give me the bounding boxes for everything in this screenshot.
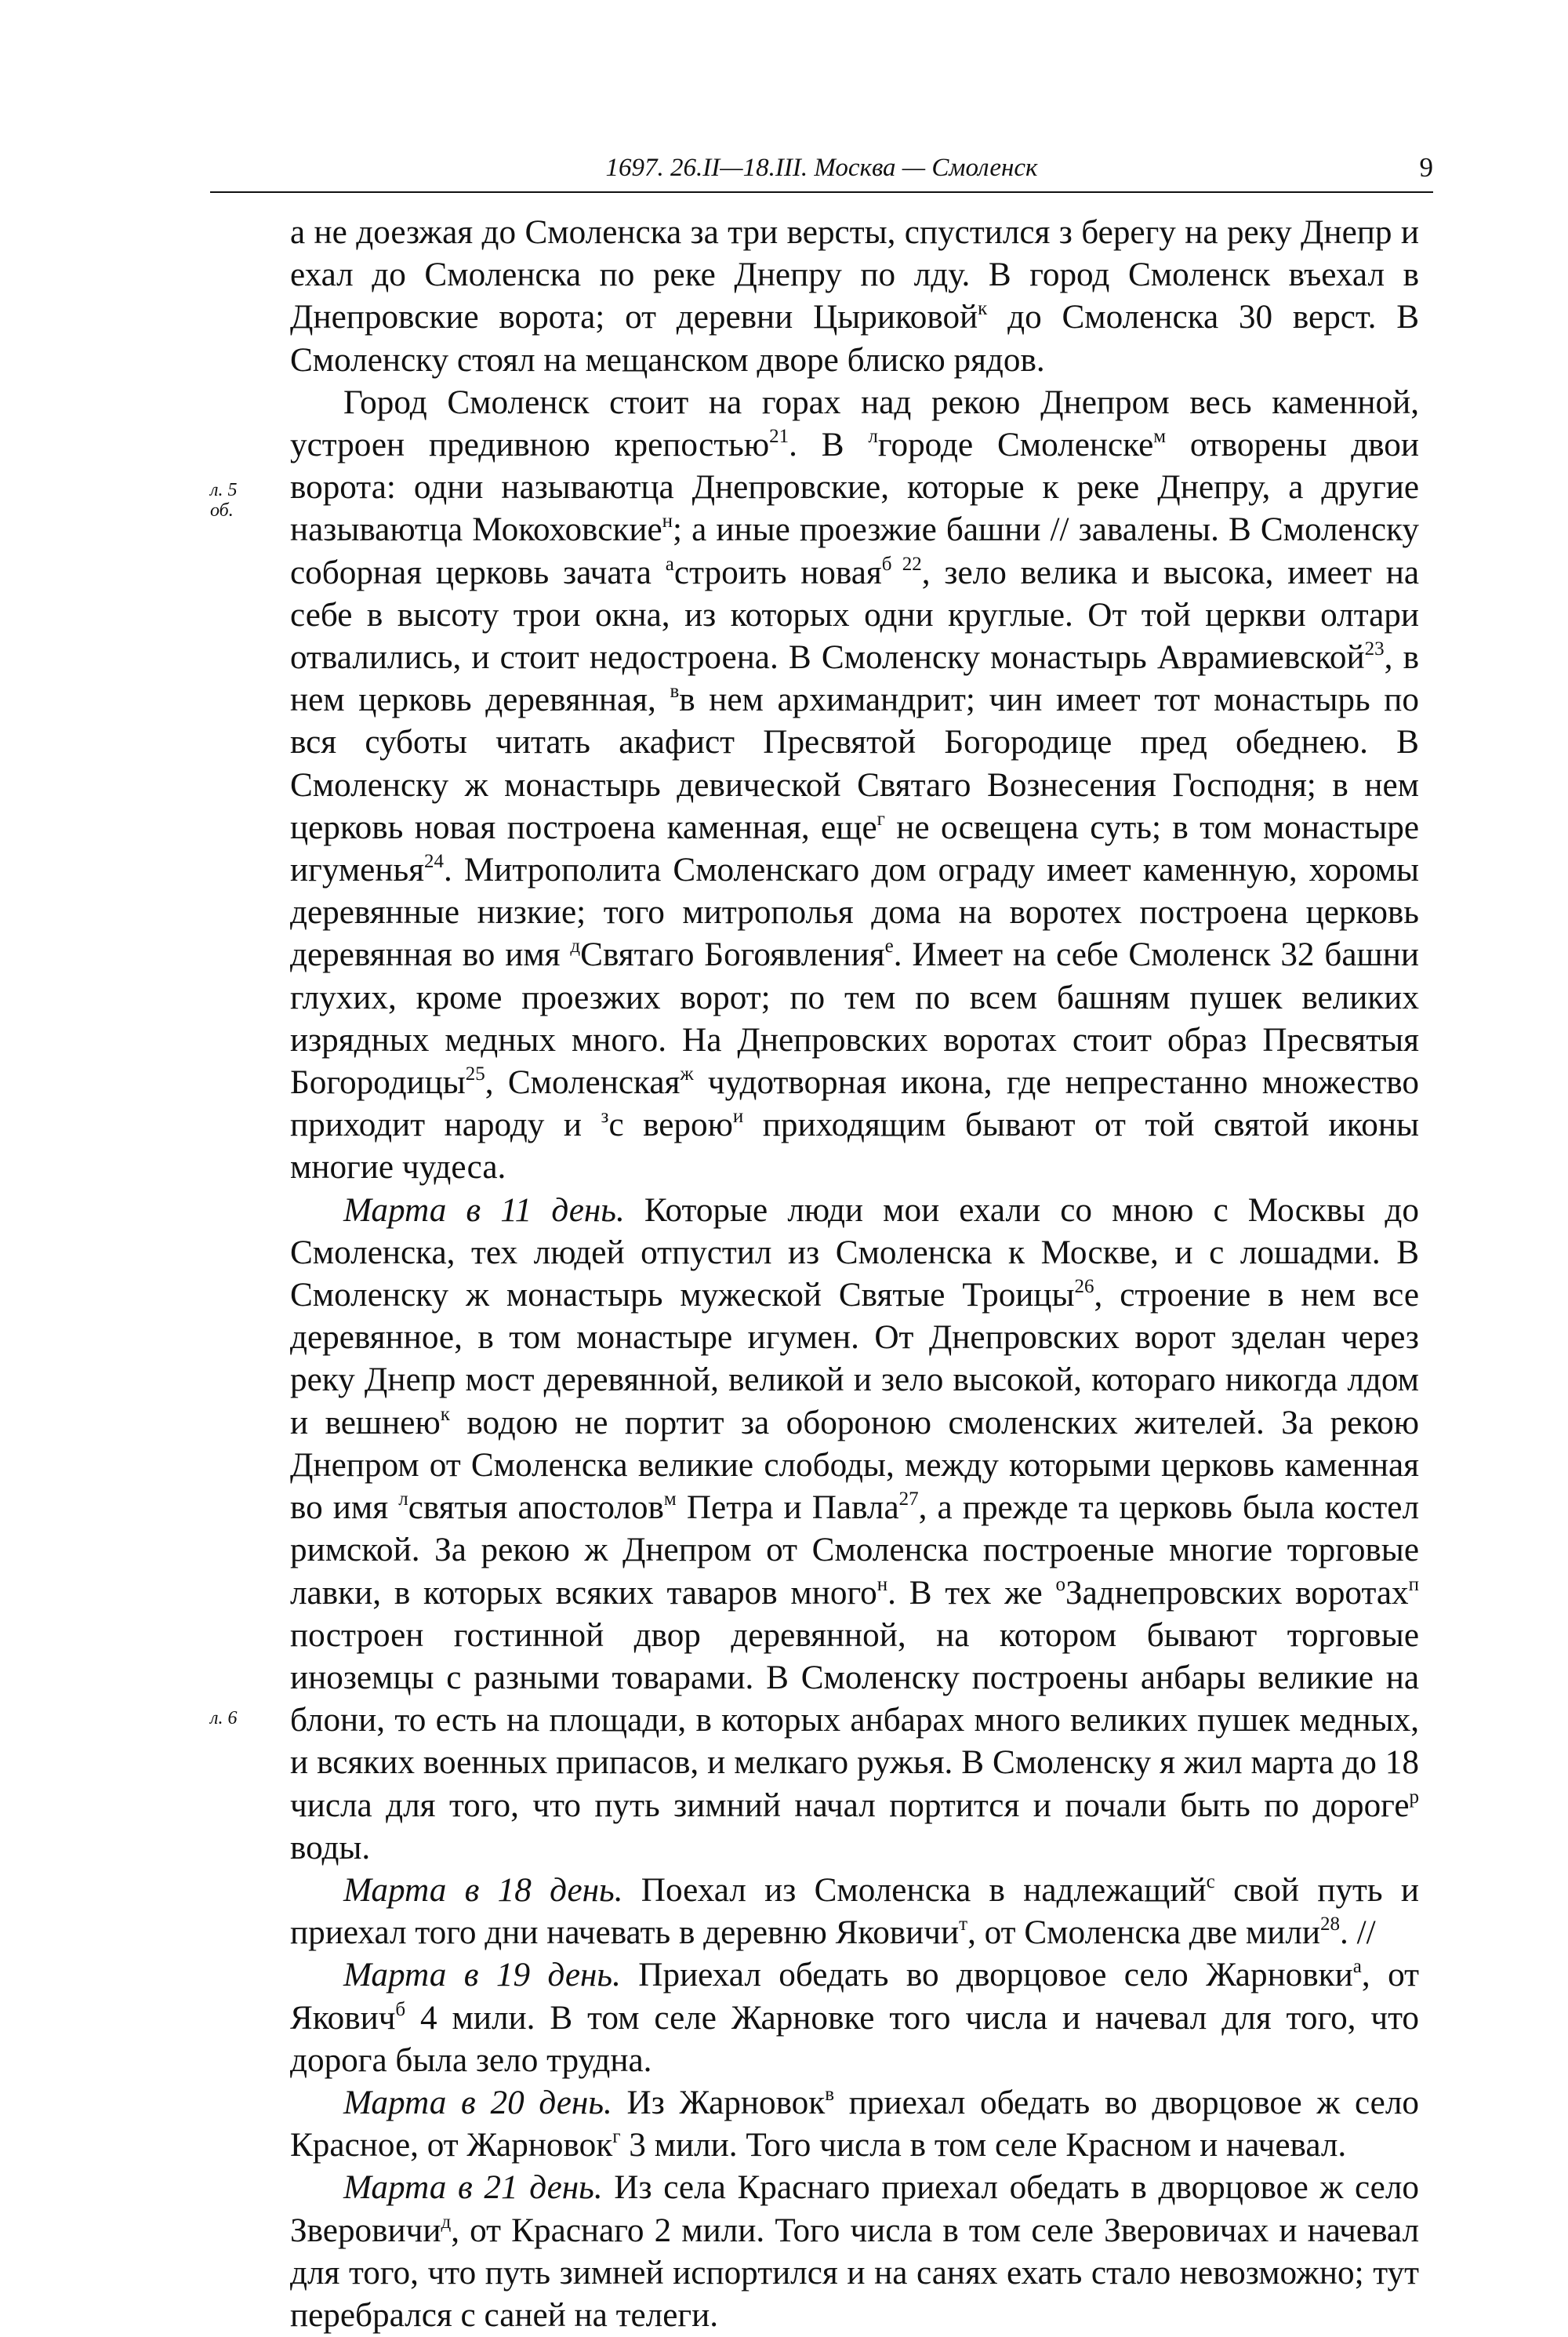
- text-run: чудотворная икона, где непрестанно множество приходит народу и: [290, 1064, 1419, 1144]
- text-run: . Митрополита Смоленскаго дом ограду имеет каменную, хоромы деревянные низкие; того митрополья дома на воротех построена церковь деревянная во имя: [290, 852, 1419, 974]
- footnote-mark: б 22: [881, 553, 922, 575]
- paragraph-1: [290, 212, 1419, 382]
- footnote-mark: м: [1153, 426, 1167, 448]
- page-number: 9: [1419, 152, 1433, 183]
- footnote-mark: и: [732, 1106, 744, 1128]
- entry-date: Марта в 21 день.: [343, 2169, 603, 2207]
- footnote-mark: 25: [465, 1063, 485, 1085]
- text-run: городе Смоленске: [877, 427, 1154, 464]
- footnote-mark: к: [978, 298, 988, 320]
- footnote-mark: 24: [424, 851, 445, 873]
- footnote-mark: г: [877, 808, 885, 830]
- paragraph-4: [290, 1870, 1419, 1954]
- entry-date: Марта в 18 день.: [343, 1871, 623, 1909]
- entry-date: Марта в 11 день.: [343, 1191, 625, 1229]
- footnote-mark: д: [441, 2211, 452, 2233]
- text-run: 4 мили. В том селе Жарновке того числа и начевал для того, что дорога была зело трудна.: [290, 1999, 1419, 2079]
- footnote-mark: 26: [1074, 1276, 1094, 1298]
- text-run: Приехал обедать во дворцовое село Жарновки: [620, 1957, 1353, 1994]
- paragraph-5: [290, 1954, 1419, 2082]
- footnote-mark: е: [884, 936, 894, 958]
- text-run: отворены двои ворота: одни называютца Днепровские, которые к реке Днепру, а другие называютца Мокоховские: [290, 427, 1419, 549]
- main-text: [290, 212, 1419, 2337]
- footnote-mark: о: [1055, 1573, 1065, 1595]
- footnote-mark: л: [398, 1488, 408, 1510]
- text-run: , от Краснаго 2 мили. Того числа в том селе Зверовичах и начевал для того, что путь зимней испортился и на санях ехать стало невозможно; тут перебрался с саней на телеги.: [290, 2212, 1419, 2334]
- text-run: . //: [1340, 1914, 1376, 1952]
- footnote-mark: 28: [1320, 1914, 1340, 1935]
- text-run: в нем архимандрит; чин имеет тот монастырь по вся суботы читать акафист Пресвятой Богородице пред обеднею. В Смоленску ж монастырь девической Святаго Вознесения Господня; в нем церковь новая построена каменная, еще: [290, 681, 1419, 846]
- footnote-mark: 21: [769, 426, 789, 448]
- footnote-mark: а: [665, 553, 674, 575]
- footnote-mark: л: [868, 426, 878, 448]
- margin-note-line: об.: [210, 500, 234, 521]
- text-run: Петра и Павла: [676, 1489, 899, 1527]
- footnote-mark: в: [670, 681, 680, 703]
- text-run: до Смоленска 30 верст. В Смоленску стоял на мещанском дворе блиско рядов.: [290, 299, 1419, 379]
- footnote-mark: т: [959, 1914, 968, 1935]
- text-run: водою не портит за обороною смоленских жителей. За рекою Днепром от Смоленска великие слободы, между которыми церковь каменная во имя: [290, 1404, 1419, 1527]
- text-run: . Имеет на себе Смоленск 32 башни глухих, кроме проезжих ворот; по тем по всем башням пушек великих изрядных медных много. На Днепровских воротах стоит образ Пресвятыя Богородицы: [290, 936, 1419, 1102]
- footnote-mark: к: [440, 1403, 450, 1425]
- text-run: Из села Краснаго приехал обедать в дворцовое ж село Зверовичи: [290, 2169, 1419, 2249]
- text-run: а не доезжая до Смоленска за три версты, спустился з берегу на реку Днепр и ехал до Смоленска по реке Днепру по лду. В город Смоленск въехал в Днепровские ворота; от деревни Цыриковой: [290, 214, 1419, 336]
- margin-note-folio-5: [210, 480, 257, 521]
- footnote-mark: 27: [898, 1488, 919, 1510]
- paragraph-2: [290, 382, 1419, 1190]
- text-run: святыя апостолов: [408, 1489, 664, 1527]
- paragraph-6: [290, 2082, 1419, 2167]
- footnote-mark: с: [1206, 1870, 1215, 1892]
- footnote-mark: м: [663, 1488, 677, 1510]
- running-title: 1697. 26.II—18.III. Москва — Смоленск: [605, 154, 1038, 182]
- text-run: . В тех же: [887, 1574, 1056, 1612]
- text-run: приходящим бывают от той святой иконы многие чудеса.: [290, 1107, 1419, 1187]
- text-run: Из Жарновок: [612, 2084, 826, 2121]
- footnote-mark: б: [395, 1998, 406, 2020]
- footnote-mark: п: [1408, 1573, 1420, 1595]
- text-run: , от Смоленска две мили: [967, 1914, 1320, 1952]
- text-run: построен гостинной двор деревянной, на котором бывают торговые иноземцы с разными товарами. В Смоленску построены анбары великие на блони, то есть на площади, в которых анбарах много великих пушек медных, и всяких военных припасов, и мелкаго ружья. В Смоленску я жил марта до 18 числа для того, что путь зимний начал портится и почали быть по дороге: [290, 1616, 1419, 1824]
- footnote-mark: ж: [680, 1063, 694, 1085]
- text-run: , строение в нем все деревянное, в том монастыре игумен. От Днепровских ворот зделан через реку Днепр мост деревянной, великой и зело высокой, котораго никогда лдом и вешнею: [290, 1277, 1419, 1441]
- paragraph-7: [290, 2167, 1419, 2337]
- text-run: не освещена суть; в том монастыре игуменья: [290, 809, 1419, 889]
- text-run: строить новая: [673, 554, 882, 591]
- text-run: , в нем церковь деревянная,: [290, 639, 1419, 719]
- footnote-mark: н: [662, 511, 673, 532]
- text-run: с верою: [608, 1107, 733, 1144]
- footnote-mark: р: [1409, 1786, 1419, 1808]
- text-run: 3 мили. Того числа в том селе Красном и начевал.: [620, 2127, 1347, 2164]
- footnote-mark: д: [570, 936, 581, 958]
- footnote-mark: 23: [1364, 638, 1385, 660]
- entry-date: Марта в 20 день.: [343, 2084, 612, 2121]
- text-run: свой путь и приехал того дни начевать в деревню Яковичи: [290, 1871, 1420, 1952]
- text-run: Заднепровских воротах: [1065, 1574, 1409, 1612]
- text-run: воды.: [290, 1829, 371, 1866]
- footnote-mark: з: [601, 1106, 609, 1128]
- page-header: [210, 151, 1433, 193]
- text-run: приехал обедать во дворцовое ж село Красное, от Жарновок: [290, 2084, 1419, 2164]
- text-run: . В: [789, 427, 869, 464]
- footnote-mark: а: [1352, 1956, 1362, 1978]
- text-run: , зело велика и высока, имеет на себе в высоту трои окна, из которых одни круглые. От той церкви олтари отвалились, и стоит недостроена. В Смоленску монастырь Аврамиевской: [290, 554, 1419, 677]
- footnote-mark: г: [612, 2126, 621, 2148]
- text-run: Святаго Богоявления: [580, 936, 885, 974]
- text-run: Город Смоленск стоит на горах над рекою Днепром весь каменной, устроен предивною крепостью: [290, 383, 1419, 464]
- text-run: , от Якович: [290, 1957, 1419, 2037]
- paragraph-3: [290, 1190, 1419, 1870]
- margin-note-folio-6: л. 6: [210, 1708, 238, 1728]
- text-run: Поехал из Смоленска в надлежащий: [622, 1871, 1207, 1909]
- footnote-mark: н: [877, 1573, 888, 1595]
- text-run: Которые люди мои ехали со мною с Москвы до Смоленска, тех людей отпустил из Смоленска к Москве, и с лошадми. В Смоленску ж монастырь мужеской Святые Троицы: [290, 1191, 1419, 1314]
- footnote-mark: в: [825, 2083, 835, 2105]
- text-run: , а прежде та церковь была костел римской. За рекою ж Днепром от Смоленска построеные многие торговые лавки, в которых всяких таваров много: [290, 1489, 1420, 1612]
- margin-note-line: л. 5: [210, 480, 238, 500]
- text-run: ; а иные проезжие башни // завалены. В Смоленску соборная церковь зачата: [290, 511, 1419, 591]
- text-run: , Смоленская: [485, 1064, 681, 1102]
- entry-date: Марта в 19 день.: [343, 1957, 621, 1994]
